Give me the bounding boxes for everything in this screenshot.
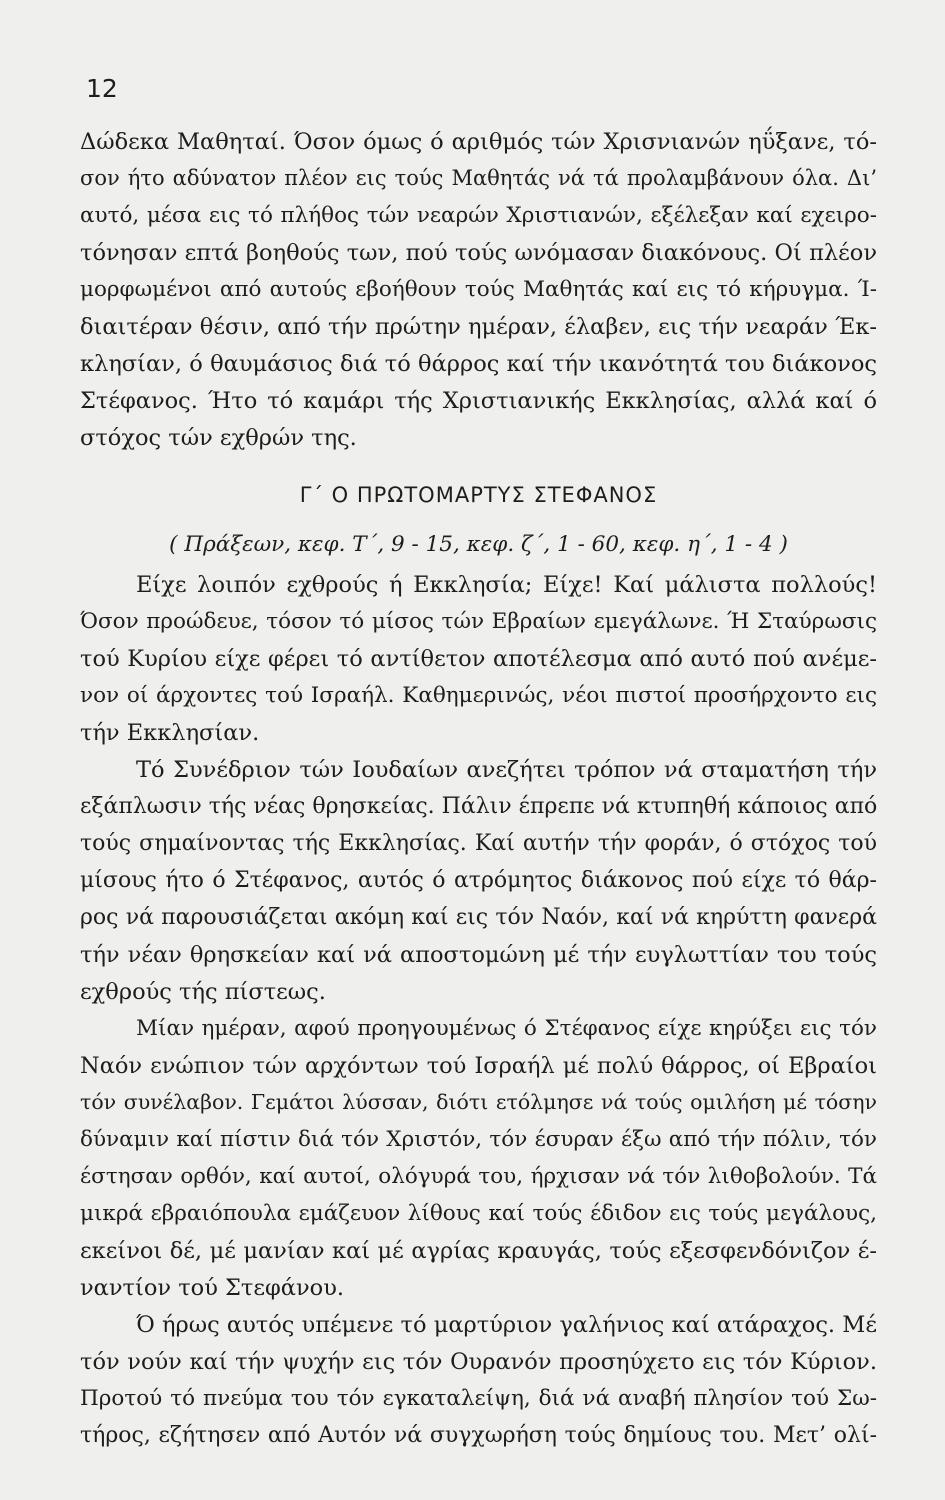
text-line: διαιτέραν θέσιν, από τήν πρώτην ημέραν, έλαβεν, εις τήν νεαράν Έκ-	[80, 314, 877, 340]
text-line: ναντίον τού Στεφάνου.	[80, 1275, 345, 1301]
text-line: τήρος, εζήτησεν από Αυτόν νά συγχωρήση τούς δημίους του. Μετ’ ολί-	[80, 1423, 877, 1448]
text-line: εχθρούς τής πίστεως.	[80, 979, 326, 1005]
text-line: Δώδεκα Μαθηταί. Όσον όμως ό αριθμός τών Χρισνιανών ηΰξανε, τό-	[80, 129, 877, 155]
scripture-reference: ( Πράξεων, κεφ. Τ΄, 9 - 15, κεφ. ζ΄, 1 - 60, κεφ. η΄, 1 - 4 )	[169, 532, 788, 557]
text-line: τόν συνέλαβον. Γεμάτοι λύσσαν, διότι ετόλμησε νά τούς ομιλήση μέ τόσην	[80, 1090, 877, 1114]
text-line: Προτού τό πνεύμα του τόν εγκαταλείψη, διά νά αναβή πλησίον τού Σω-	[80, 1386, 877, 1411]
text-line: μικρά εβραιόπουλα εμάζευον λίθους καί τούς έδιδον εις τούς μεγάλους,	[80, 1201, 877, 1226]
text-line: Τό Συνέδριον τών Ιουδαίων ανεζήτει τρόπον νά σταματήση τήν	[136, 757, 877, 783]
page-number: 12	[86, 74, 118, 103]
text-line: Ό ήρως αυτός υπέμενε τό μαρτύριον γαλήνιος καί ατάραχος. Μέ	[136, 1312, 877, 1338]
text-line: τήν Εκκλησίαν.	[80, 720, 260, 746]
text-line: τήν νέαν θρησκείαν καί νά αποστομώνη μέ τήν ευγλωττίαν του τούς	[80, 942, 877, 968]
text-line: κλησίαν, ό θαυμάσιος διά τό θάρρος καί τήν ικανότητά του διάκονος	[80, 351, 877, 377]
text-line: Στέφανος. Ήτο τό καμάρι τής Χριστιανικής Εκκλησίας, αλλά καί ό	[80, 388, 877, 414]
text-line: τούς σημαίνοντας τής Εκκλησίας. Καί αυτήν τήν φοράν, ό στόχος τού	[80, 831, 877, 856]
text-line: τόνησαν επτά βοηθούς των, πού τούς ωνόμασαν διακόνους. Οί πλέον	[80, 240, 877, 266]
text-line: στόχος τών εχθρών της.	[80, 425, 357, 451]
text-line: νον οί άρχοντες τού Ισραήλ. Καθημερινώς, νέοι πιστοί προσήρχοντο εις	[80, 683, 877, 708]
text-line: Μίαν ημέραν, αφού προηγουμένως ό Στέφανος είχε κηρύξει εις τόν	[136, 1016, 877, 1041]
text-line: σον ήτο αδύνατον πλέον εις τούς Μαθητάς νά τά προλαμβάνουν όλα. Δι’	[80, 166, 877, 190]
text-line: αυτό, μέσα εις τό πλήθος τών νεαρών Χριστιανών, εξέλεξαν καί εχειρο-	[80, 203, 877, 228]
text-line: ρος νά παρουσιάζεται ακόμη καί εις τόν Ναόν, καί νά κηρύττη φανερά	[80, 905, 877, 930]
text-line: δύναμιν καί πίστιν διά τόν Χριστόν, τόν έσυραν έξω από τήν πόλιν, τόν	[80, 1127, 877, 1152]
text-line: τόν νούν καί τήν ψυχήν εις τόν Ουρανόν προσηύχετο εις τόν Κύριον.	[80, 1349, 877, 1375]
text-line: έστησαν ορθόν, καί αυτοί, ολόγυρά του, ήρχισαν νά τόν λιθοβολούν. Τά	[80, 1164, 877, 1189]
text-line: Όσον προώδευε, τόσον τό μίσος τών Εβραίων εμεγάλωνε. Ή Σταύρωσις	[80, 609, 877, 634]
text-line: μορφωμένοι από αυτούς εβοήθουν τούς Μαθητάς καί εις τό κήρυγμα. Ί-	[80, 277, 877, 302]
text-line: εξάπλωσιν τής νέας θρησκείας. Πάλιν έπρεπε νά κτυπηθή κάποιος από	[80, 794, 878, 819]
text-line: Είχε λοιπόν εχθρούς ή Εκκλησία; Είχε! Καί μάλιστα πολλούς!	[136, 572, 877, 598]
text-line: τού Κυρίου είχε φέρει τό αντίθετον αποτέλεσμα από αυτό πού ανέμε-	[80, 646, 877, 672]
text-line: Ναόν ενώπιον τών αρχόντων τού Ισραήλ μέ πολύ θάρρος, οί Εβραίοι	[80, 1053, 877, 1079]
text-line: μίσους ήτο ό Στέφανος, αυτός ό ατρόμητος διάκονος πού είχε τό θάρ-	[80, 868, 877, 893]
text-line: εκείνοι δέ, μέ μανίαν καί μέ αγρίας κραυγάς, τούς εξεσφενδόνιζον έ-	[80, 1238, 877, 1264]
section-heading: Γ΄ Ο ΠΡΩΤΟΜΑΡΤΥΣ ΣΤΕΦΑΝΟΣ	[299, 483, 658, 507]
